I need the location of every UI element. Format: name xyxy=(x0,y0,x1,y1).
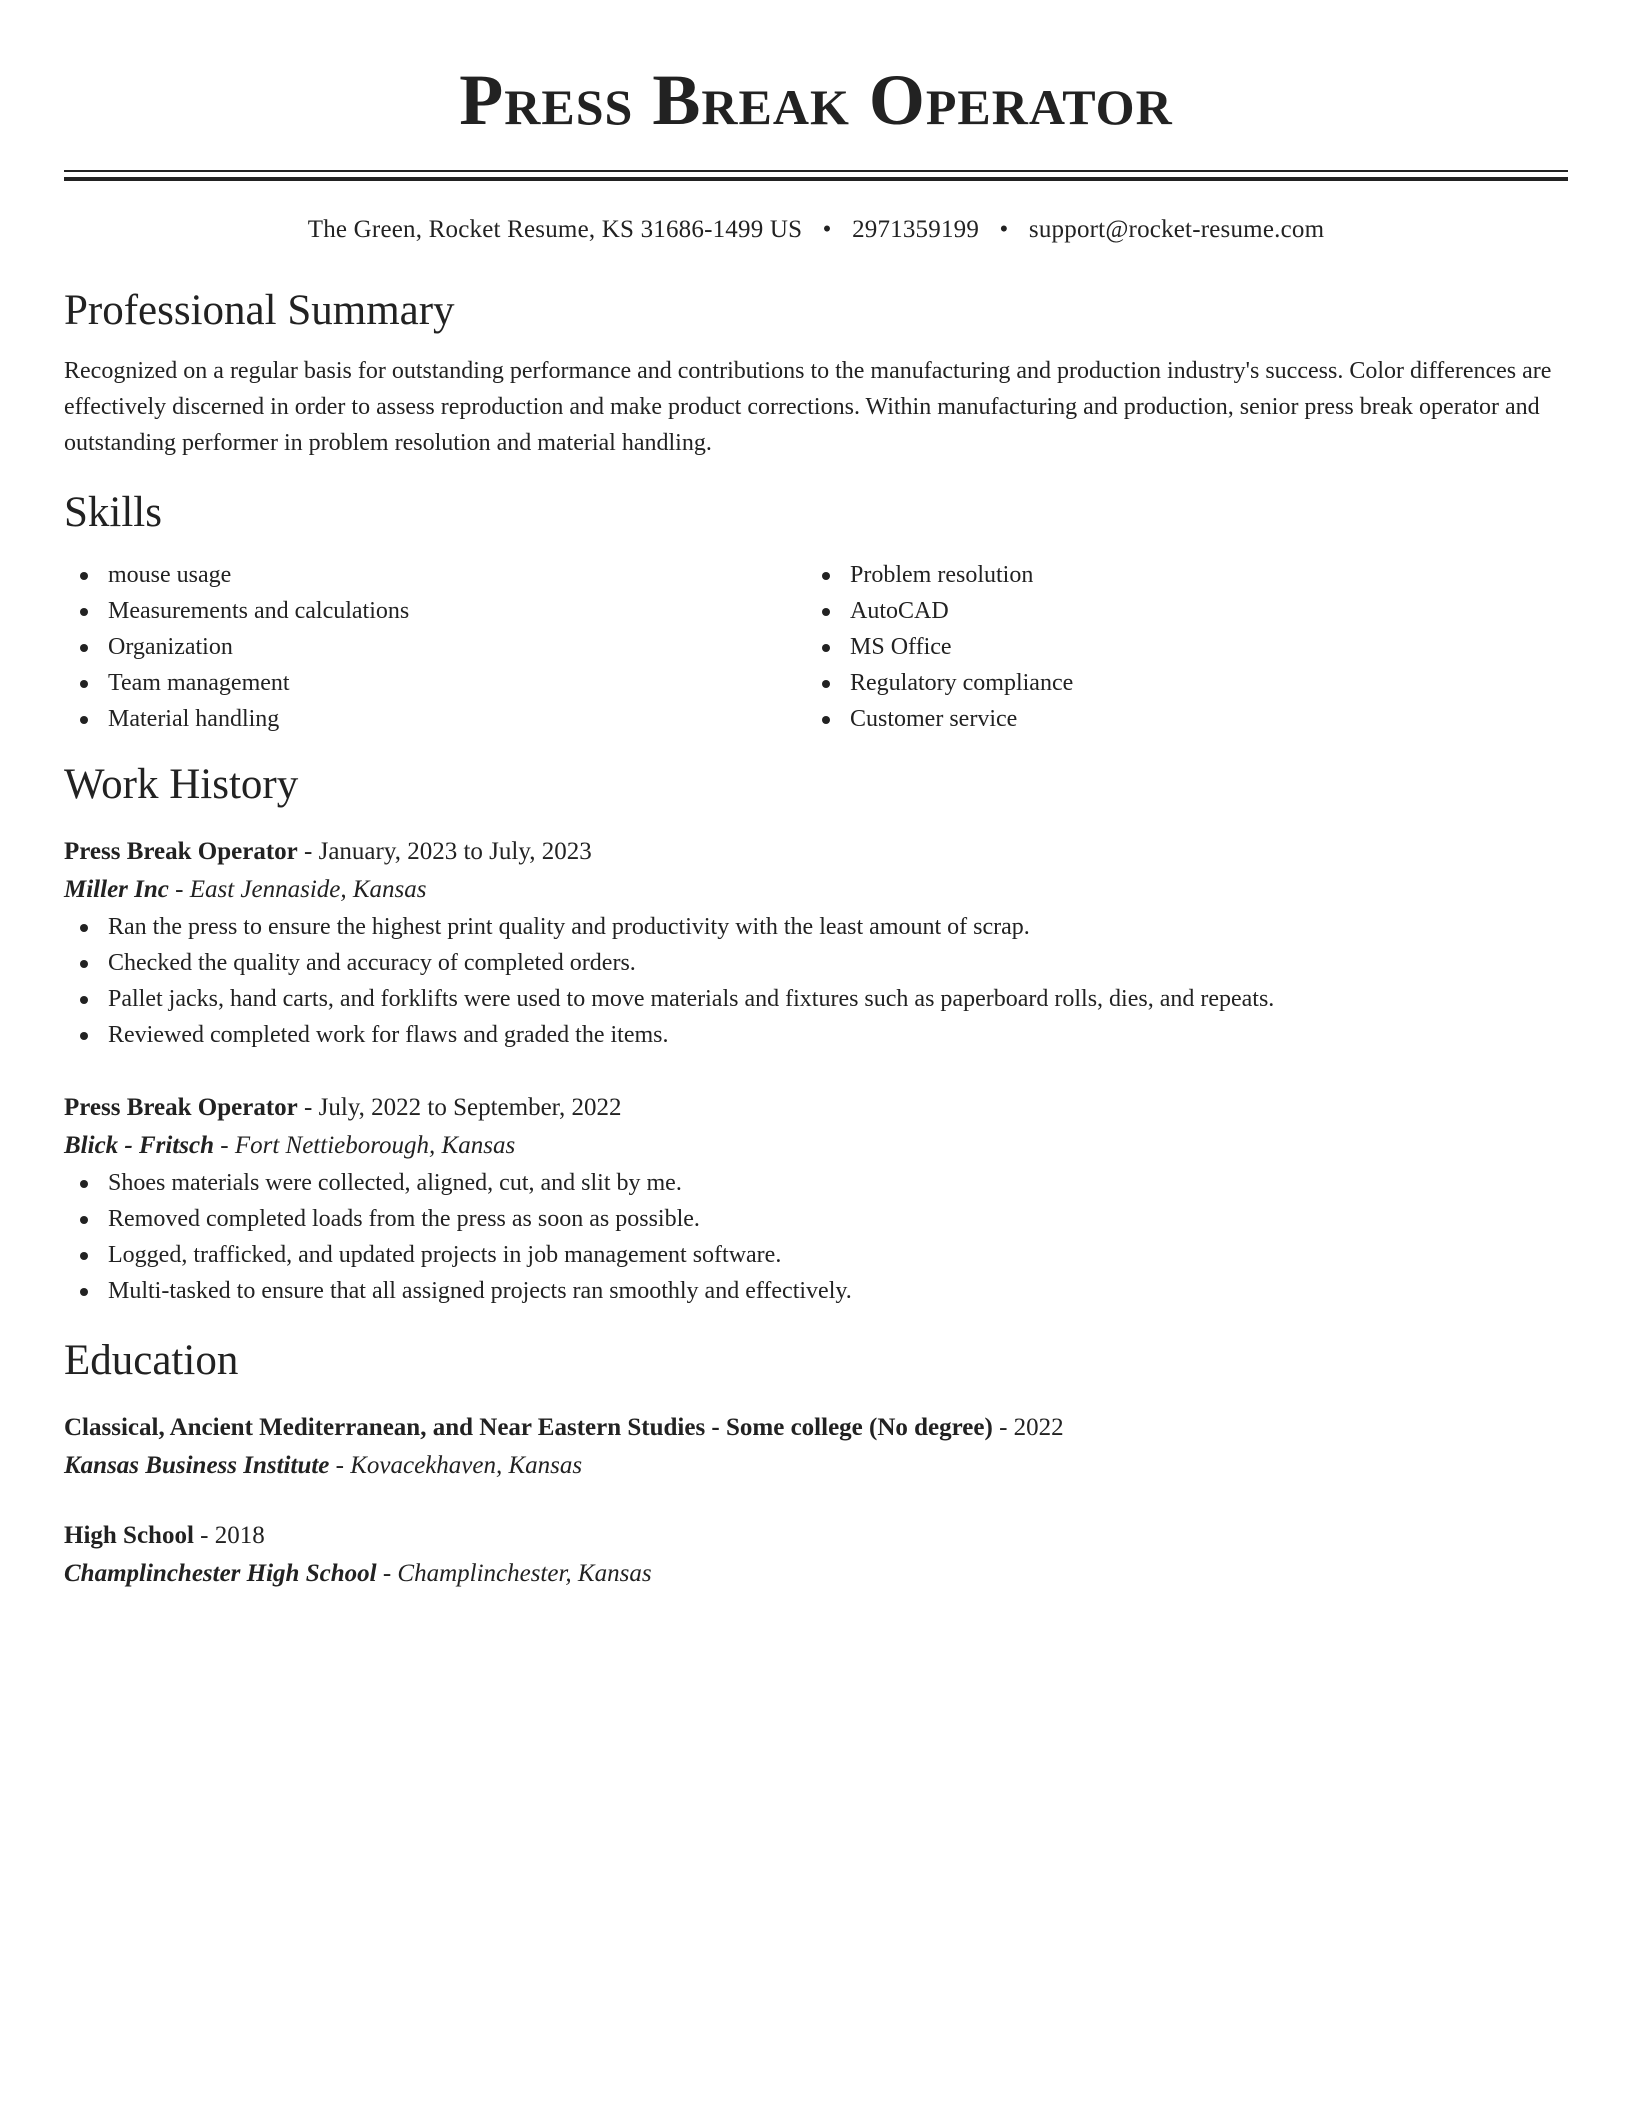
skill-item: Regulatory compliance xyxy=(806,665,1548,701)
job-employer xyxy=(64,871,1568,909)
job-employer xyxy=(64,1127,1568,1165)
education-location: - Champlinchester, Kansas xyxy=(376,1560,652,1587)
work-heading: Work History xyxy=(64,761,299,808)
education-degree: High School xyxy=(64,1522,194,1549)
job-dates: - July, 2022 to September, 2022 xyxy=(297,1094,622,1121)
header-rule-thin xyxy=(64,170,1568,172)
job-location: - Fort Nettieborough, Kansas xyxy=(214,1132,516,1159)
skill-item: MS Office xyxy=(806,629,1548,665)
job-title: Press Break Operator xyxy=(64,838,298,865)
skills-column-right xyxy=(806,557,1548,737)
job-bullet: Checked the quality and accuracy of completed orders. xyxy=(64,945,1568,981)
education-year: - 2018 xyxy=(193,1522,265,1549)
resume-name: Press Break Operator xyxy=(459,60,1173,140)
job-bullet: Reviewed completed work for flaws and graded the items. xyxy=(64,1017,1568,1053)
education-heading: Education xyxy=(64,1337,239,1384)
skill-item: mouse usage xyxy=(64,557,806,593)
job-bullet: Shoes materials were collected, aligned, cut, and slit by me. xyxy=(64,1165,1568,1201)
job-dates: - January, 2023 to July, 2023 xyxy=(297,838,592,865)
job-company: Blick - Fritsch xyxy=(64,1132,215,1159)
job-bullet: Pallet jacks, hand carts, and forklifts were used to move materials and fixtures such as paperboard rolls, dies, and repeats. xyxy=(64,981,1568,1017)
summary-text: Recognized on a regular basis for outstanding performance and contributions to the manufacturing and production industry's success. Color differences are effectively discerned in order to assess reproduction and make product corrections. Within manufacturing and production, senior press break operator and outstanding performer in problem resolution and material handling. xyxy=(64,358,1552,456)
job-bullets xyxy=(64,909,1568,1053)
skills-list xyxy=(64,557,1568,737)
skill-item: Team management xyxy=(64,665,806,701)
education-entry xyxy=(64,1517,1568,1593)
contact-separator: • xyxy=(822,216,832,243)
job-header xyxy=(64,833,1568,871)
job-bullets xyxy=(64,1165,1568,1309)
education-header xyxy=(64,1517,1568,1555)
skill-item: Customer service xyxy=(806,701,1548,737)
education-header xyxy=(64,1409,1568,1447)
skill-item: Measurements and calculations xyxy=(64,593,806,629)
contact-line xyxy=(64,215,1568,245)
job-header xyxy=(64,1089,1568,1127)
job-location: - East Jennaside, Kansas xyxy=(168,876,427,903)
contact-separator: • xyxy=(999,216,1009,243)
skills-heading: Skills xyxy=(64,489,162,536)
education-year: - 2022 xyxy=(992,1414,1064,1441)
contact-address: The Green, Rocket Resume, KS 31686-1499 US xyxy=(307,216,803,243)
skill-item: AutoCAD xyxy=(806,593,1548,629)
job-bullet: Ran the press to ensure the highest print quality and productivity with the least amount of scrap. xyxy=(64,909,1568,945)
skill-item: Organization xyxy=(64,629,806,665)
job-title: Press Break Operator xyxy=(64,1094,298,1121)
education-school-line xyxy=(64,1447,1568,1485)
education-school-line xyxy=(64,1555,1568,1593)
contact-phone: 2971359199 xyxy=(852,216,980,243)
education-location: - Kovacekhaven, Kansas xyxy=(329,1452,583,1479)
job-bullet: Logged, trafficked, and updated projects in job management software. xyxy=(64,1237,1568,1273)
skill-item: Material handling xyxy=(64,701,806,737)
education-school: Kansas Business Institute xyxy=(64,1452,330,1479)
job-bullet: Multi-tasked to ensure that all assigned projects ran smoothly and effectively. xyxy=(64,1273,1568,1309)
education-degree: Classical, Ancient Mediterranean, and Near Eastern Studies - Some college (No degree) xyxy=(64,1414,993,1441)
contact-email: support@rocket-resume.com xyxy=(1028,216,1325,243)
skills-column-left xyxy=(64,557,806,737)
job-bullet: Removed completed loads from the press as soon as possible. xyxy=(64,1201,1568,1237)
skill-item: Problem resolution xyxy=(806,557,1548,593)
education-school: Champlinchester High School xyxy=(64,1560,377,1587)
education-entry xyxy=(64,1409,1568,1485)
summary-heading: Professional Summary xyxy=(64,287,455,334)
job-entry xyxy=(64,833,1568,1053)
job-entry xyxy=(64,1089,1568,1309)
job-company: Miller Inc xyxy=(64,876,169,903)
header-rule-thick xyxy=(64,177,1568,181)
